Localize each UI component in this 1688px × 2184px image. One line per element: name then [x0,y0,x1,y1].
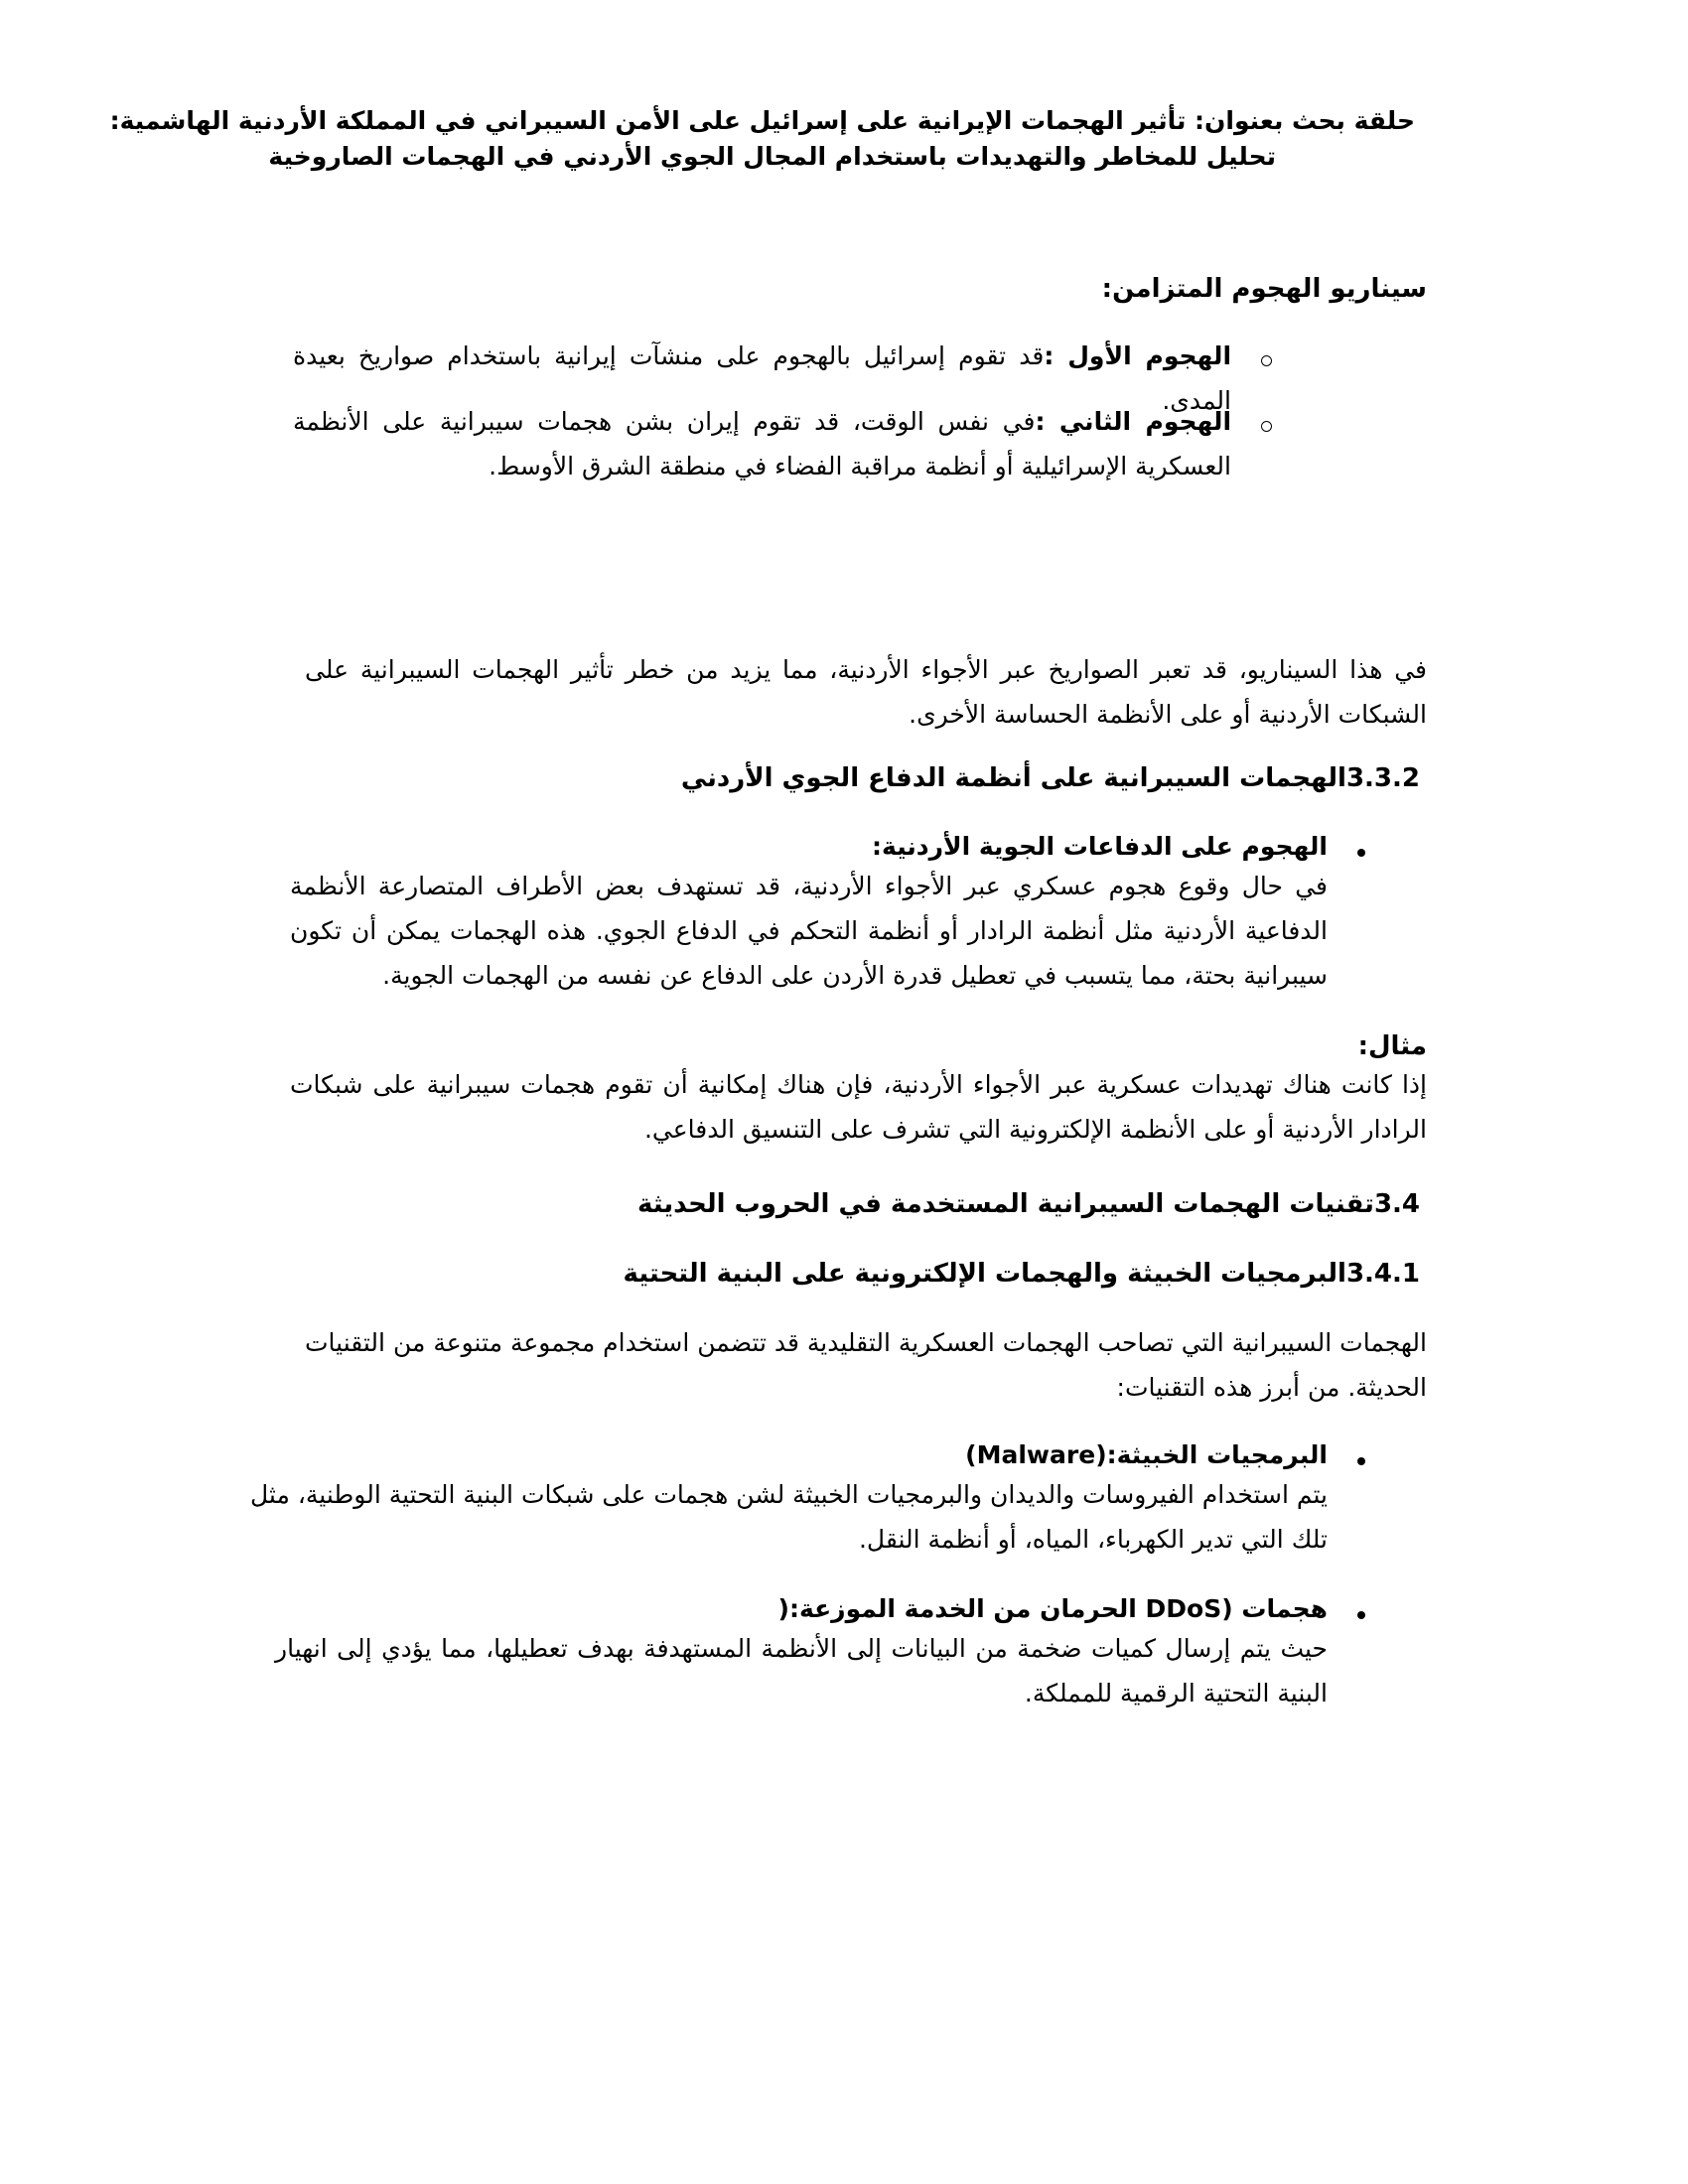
scenario-item-1-label: الهجوم الأول : [1044,341,1232,370]
hollow-bullet-icon [1261,421,1272,432]
ddos-bullet-text [275,1626,1328,1715]
scenario-item-1-text: قد تقوم إسرائيل بالهجوم على منشآت إيرانية باستخدام صواريخ بعيدة المدى. [293,341,1231,415]
section-3-4-1-heading: 3.4.1البرمجيات الخبيثة والهجمات الإلكترونية على البنية التحتية [623,1259,1420,1289]
ddos-bullet-title: هجمات (DDoS الحرمان من الخدمة الموزعة:( [777,1594,1328,1623]
section-3-3-2-heading: 3.3.2الهجمات السيبرانية على أنظمة الدفاع الجوي الأردني [680,763,1420,793]
scenario-item-2 [293,399,1231,488]
section-3-4-1-intro-paragraph: الهجمات السيبرانية التي تصاحب الهجمات العسكرية التقليدية قد تتضمن استخدام مجموعة متنوعة من التقنيات الحديثة. من أبرز هذه التقنيات: [305,1328,1427,1402]
bullet-icon [1357,1611,1365,1619]
section-3-3-2-bullet-paragraph: في حال وقوع هجوم عسكري عبر الأجواء الأردنية، قد تستهدف بعض الأطراف المتصارعة الأنظمة الدفاعية الأردنية مثل أنظمة الرادار أو أنظمة التحكم في الدفاع الجوي. هذه الهجمات يمكن أن تكون سيبرانية بحتة، مما يتسبب في تعطيل قدرة الأردن على الدفاع عن نفسه من الهجمات الجوية. [290,872,1328,990]
example-text [290,1062,1427,1152]
bullet-icon [1357,1457,1365,1465]
malware-bullet-text [250,1472,1328,1562]
example-label: مثال: [1357,1031,1427,1061]
scenario-item-2-text: في نفس الوقت، قد تقوم إيران بشن هجمات سيبرانية على الأنظمة العسكرية الإسرائيلية أو أنظمة مراقبة الفضاء في منطقة الشرق الأوسط. [293,407,1231,480]
section-3-4-1-intro [305,1320,1427,1410]
example-paragraph: إذا كانت هناك تهديدات عسكرية عبر الأجواء الأردنية، فإن هناك إمكانية أن تقوم هجمات سيبرانية على شبكات الرادار الأردنية أو على الأنظمة الإلكترونية التي تشرف على التنسيق الدفاعي. [290,1070,1427,1144]
malware-bullet-title: البرمجيات الخبيثة:(Malware) [965,1440,1328,1469]
hollow-bullet-icon [1261,355,1272,366]
page-title-line-2: تحليل للمخاطر والتهديدات باستخدام المجال الجوي الأردني في الهجمات الصاروخية [268,142,1276,171]
scenario-heading: سيناريو الهجوم المتزامن: [1101,274,1427,304]
section-3-4-heading: 3.4تقنيات الهجمات السيبرانية المستخدمة في الحروب الحديثة [636,1189,1420,1219]
malware-bullet-paragraph: يتم استخدام الفيروسات والديدان والبرمجيات الخبيثة لشن هجمات على شبكات البنية التحتية الوطنية، مثل تلك التي تدير الكهرباء، المياه، أو أنظمة النقل. [250,1480,1328,1554]
scenario-item-2-label: الهجوم الثاني : [1035,407,1232,436]
scenario-paragraph-text: في هذا السيناريو، قد تعبر الصواريخ عبر الأجواء الأردنية، مما يزيد من خطر تأثير الهجمات السيبرانية على الشبكات الأردنية أو على الأنظمة الحساسة الأخرى. [305,655,1427,729]
scenario-paragraph [305,647,1427,737]
bullet-icon [1357,849,1365,857]
section-3-3-2-bullet-title: الهجوم على الدفاعات الجوية الأردنية: [872,832,1328,861]
page-title-line-1: حلقة بحث بعنوان: تأثير الهجمات الإيرانية على إسرائيل على الأمن السيبراني في المملكة الأردنية الهاشمية: [109,106,1415,135]
ddos-bullet-paragraph: حيث يتم إرسال كميات ضخمة من البيانات إلى الأنظمة المستهدفة بهدف تعطيلها، مما يؤدي إلى انهيار البنية التحتية الرقمية للمملكة. [275,1634,1328,1707]
section-3-3-2-bullet-text [290,864,1328,998]
